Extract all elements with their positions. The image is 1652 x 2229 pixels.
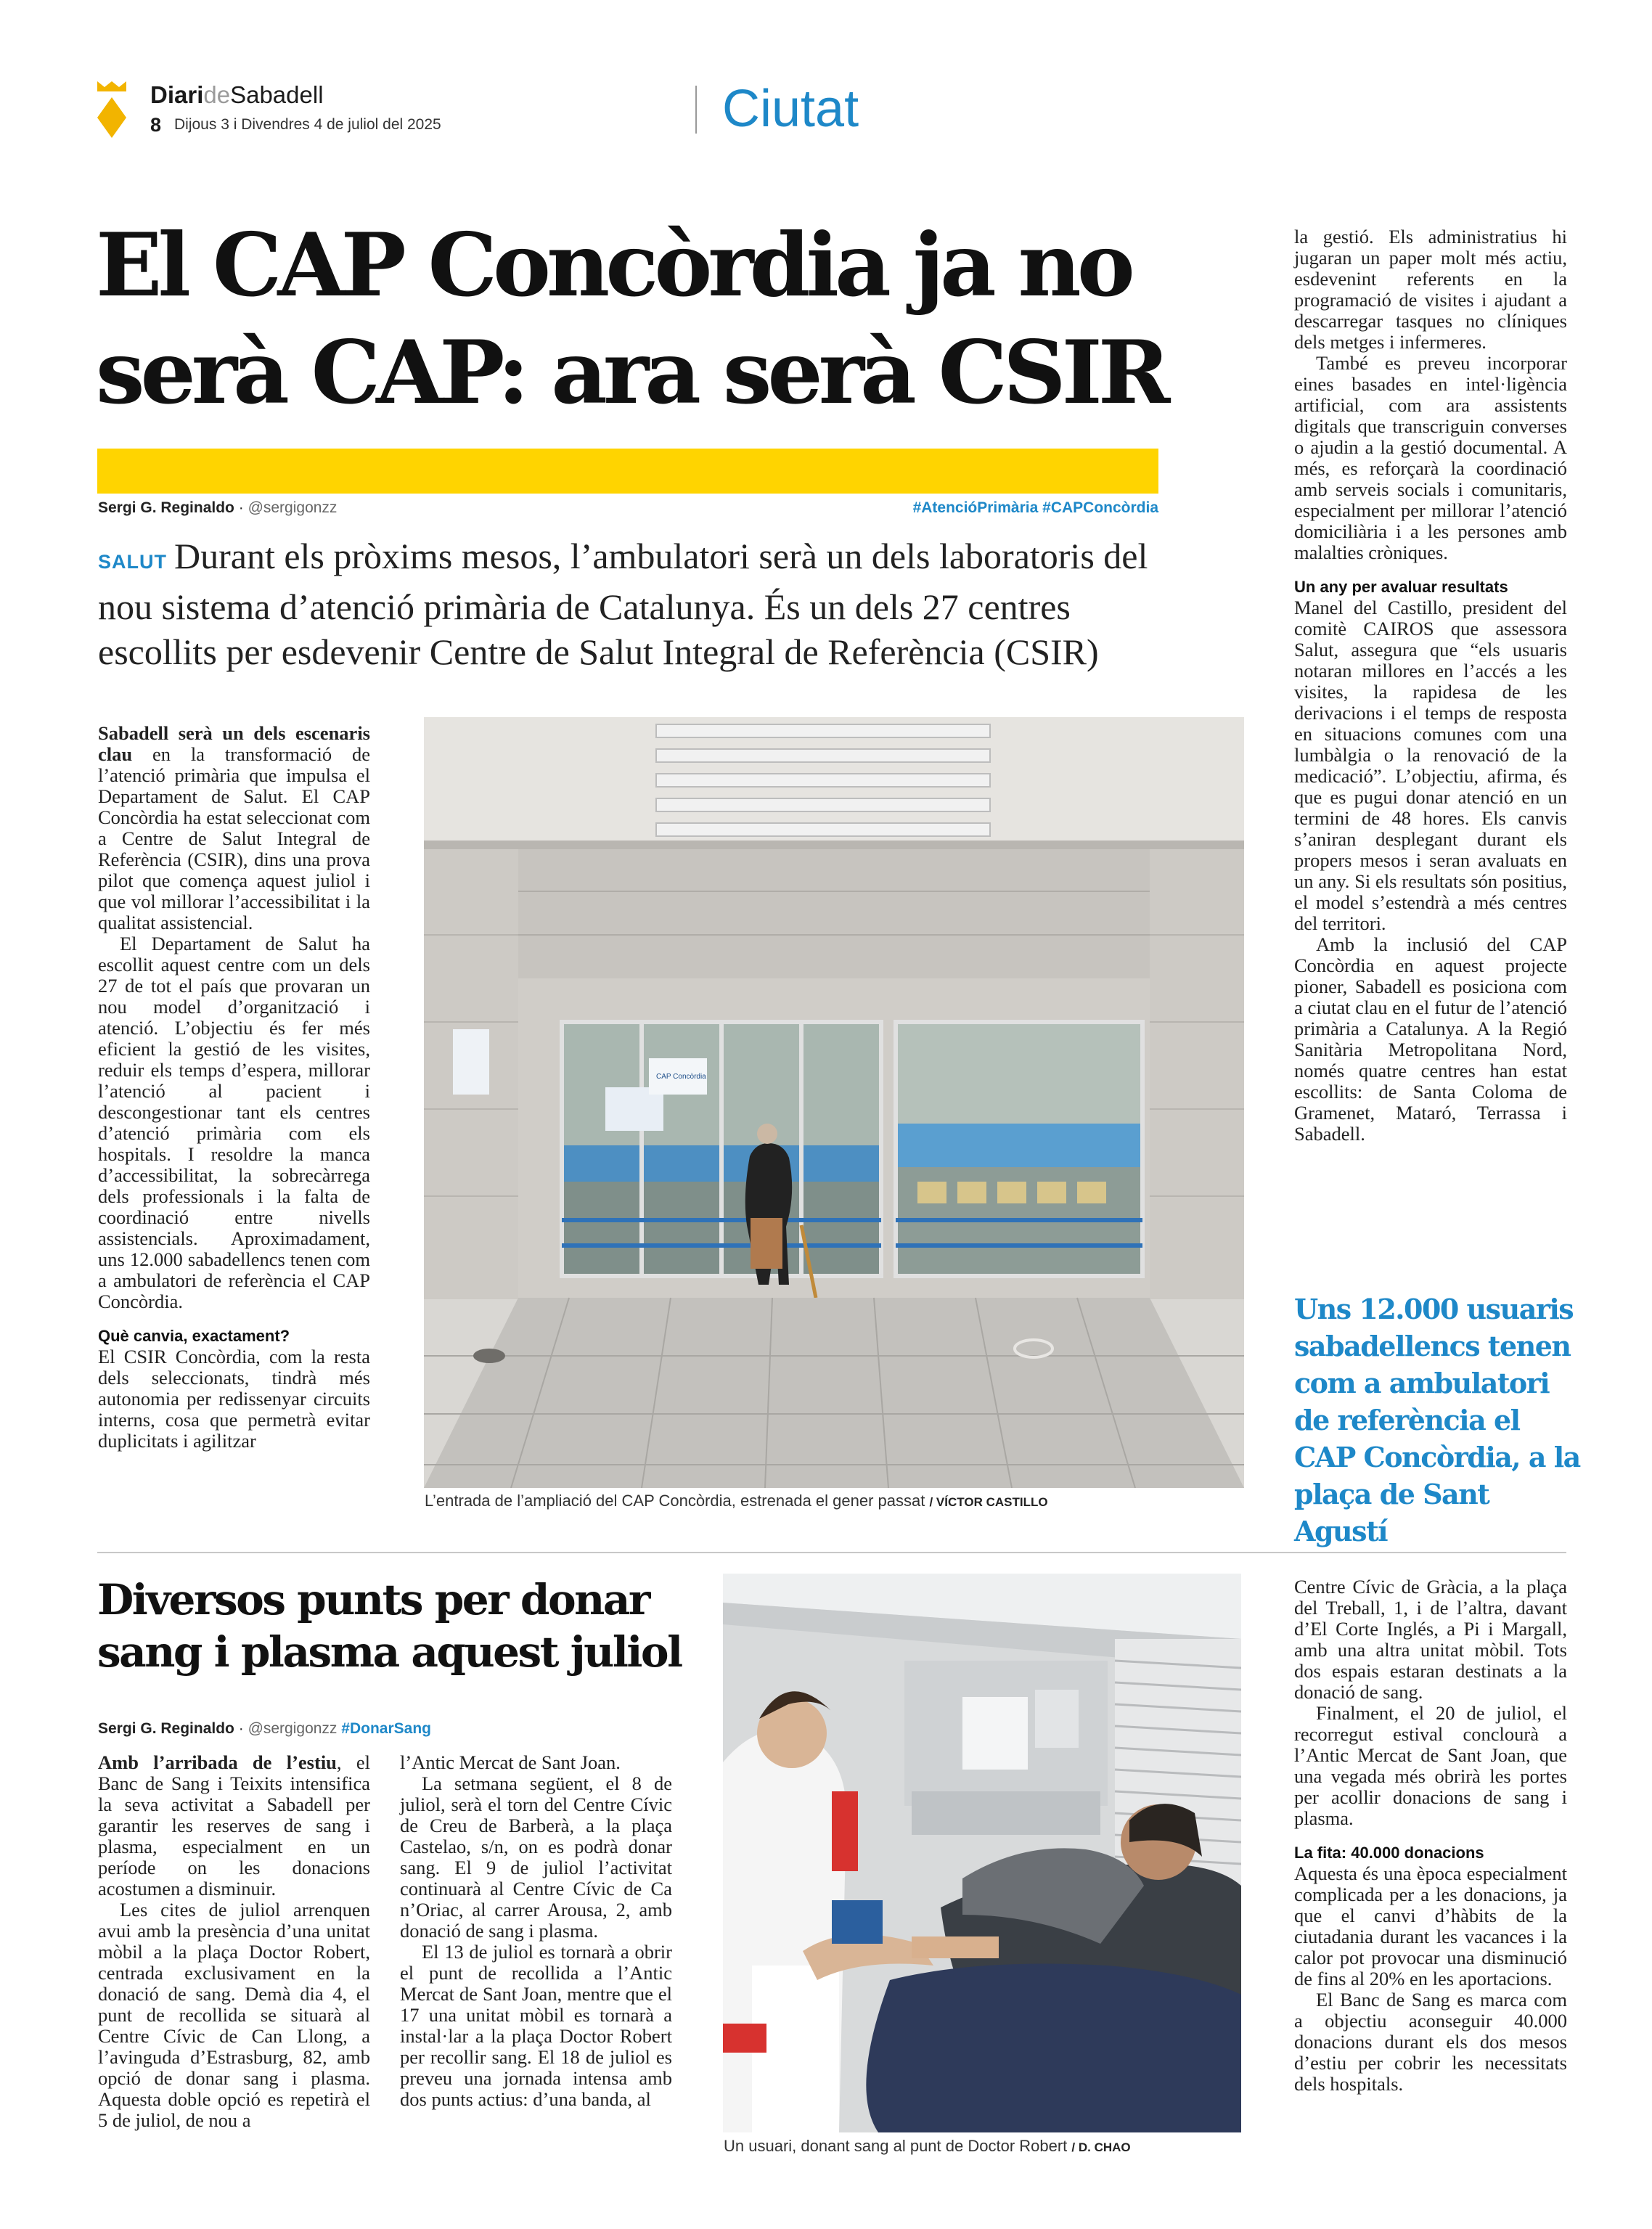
article-byline: Sergi G. Reginaldo · @sergigonzz #DonarSang xyxy=(98,1720,431,1737)
issue-date: Dijous 3 i Divendres 4 de juliol del 2025 xyxy=(174,116,441,133)
article-column-3: la gestió. Els administratius hi jugaran un paper molt més actiu, esdevenint referents en la programació de visites i ajudant a descarregar tasques no clíniques dels metges i infermeres. També es preveu incorporar eines basades en intel·ligència artificial, com ara assistents digitals que transcriguin converses o ajudin a la gestió documental. A més, es reforçarà la coordinació amb serveis socials i comunitaris, especialment per millorar l’atenció domiciliària i a les persones amb malalties cròniques. Un any per avaluar resultats Manel del Castillo, president del comitè CAIROS que assessora Salut, assegura que “els usuaris notaran millores en l’accés a les visites, la rapidesa de les derivacions i el temps de resposta en situacions comunes com una lumbàlgia o la renovació de la medicació”. L’objectiu, afirma, és que es pugui donar atenció en un termini de 48 hores. Els canvis s’aniran desplegant durant els propers mesos i seran avaluats en un any. Si els resultats són positius, el model s’estendrà a més centres del territori. Amb la inclusió del CAP Concòrdia en aquest projecte pioner, Sabadell es posiciona com a ciutat clau en el futur de l’atenció primària a Catalunya. A la Regió Sanitària Metropolitana Nord, només quatre centres han estat escollits: de Santa Coloma de Gramenet, Mataró, Terrassa i Sabadell. xyxy=(1294,226,1567,1145)
photo-credit: / D. CHAO xyxy=(1071,2140,1131,2154)
article-column-3: Centre Cívic de Gràcia, a la plaça del Treball, 1, i de l’altra, davant d’El Corte Inglés, a Pi i Margall, amb una altra unitat mòbil. Tots dos espais estaran destinats a la donació de sang. Finalment, el 20 de juliol, el recorregut estival conclourà a l’Antic Mercat de Sant Joan, que una vegada més obrirà les portes per acollir donacions de sang i plasma. La fita: 40.000 donacions Aquesta és una època especialment complicada per a les donacions, ja que el canvi d’hàbits de la ciutadania durant les vacances i la calor pot provocar una disminució de fins al 20% en les aportacions. El Banc de Sang es marca com a objectiu aconseguir 40.000 donacions durant els dos mesos d’estiu per cobrir les necessitats dels hospitals. xyxy=(1294,1576,1567,2095)
article-subhead: Què canvia, exactament? xyxy=(98,1327,290,1345)
cap-entrance-photo[interactable] xyxy=(424,717,1244,1488)
article-subhead: La fita: 40.000 donacions xyxy=(1294,1844,1484,1862)
svg-text:CAP Concòrdia: CAP Concòrdia xyxy=(656,1073,706,1081)
article-headline: El CAP Concòrdia ja no serà CAP: ara serà CSIR xyxy=(96,214,1166,424)
topic-kicker: SALUT xyxy=(98,551,167,573)
newspaper-name[interactable]: DiarideSabadell xyxy=(150,81,324,108)
page-number: 8 xyxy=(150,114,162,136)
article-lead: SALUT Durant els pròxims mesos, l’ambulatori serà un dels laboratoris del nou sistema d’atenció primària de Catalunya. És un dels 27 centres escollits per esdevenir Centre de Salut Integral de Referència (CSIR) xyxy=(98,536,1148,672)
article-hashtags[interactable]: #AtencióPrimària #CAPConcòrdia xyxy=(912,499,1158,516)
article-subhead: Un any per avaluar resultats xyxy=(1294,578,1508,596)
photo-caption: Un usuari, donant sang al punt de Doctor Robert / D. CHAO xyxy=(724,2137,1131,2155)
author-handle-link[interactable]: @sergigonzz xyxy=(248,499,338,516)
section-title[interactable]: Ciutat xyxy=(722,80,859,138)
photo-caption: L’entrada de l’ampliació del CAP Concòrdia, estrenada el gener passat / VÍCTOR CASTILLO xyxy=(425,1492,1048,1510)
article-column-1: Sabadell serà un dels escenaris clau en la transformació de l’atenció primària que impulsa el Departament de Salut. El CAP Concòrdia ha estat seleccionat com a Centre de Salut Integral de Referència (CSIR), dins una prova pilot que comença aquest juliol i que vol millorar l’accessibilitat i la qualitat assistencial. El Departament de Salut ha escollit aquest centre com un dels 27 de tot el país que provaran un nou model d’organització i atenció. L’objectiu és fer més eficient la gestió de les visites, reduir els temps d’espera, millorar l’atenció al pacient i descongestionar tant els centres d’atenció primària com els hospitals. I resoldre la manca d’accessibilitat, la sobrecàrrega dels professionals i la falta de coordinació entre nivells assistencials. Aproximadament, uns 12.000 sabadellencs tenen com a ambulatori de referència el CAP Concòrdia. Què canvia, exactament? El CSIR Concòrdia, com la resta dels seleccionats, tindrà més autonomia per redissenyar circuits interns, cosa que permetrà evitar duplicitats i agilitzar xyxy=(98,722,370,1452)
article-hashtag[interactable]: #DonarSang xyxy=(341,1720,431,1737)
article-headline: Diversos punts per donar sang i plasma aquest juliol xyxy=(97,1575,682,1677)
section-divider xyxy=(695,86,697,134)
article-column-1: Amb l’arribada de l’estiu, el Banc de Sang i Teixits intensifica la seva activitat a Sabadell per garantir les reserves de sang i plasma, especialment en un període on les donacions acostumen a disminuir. Les cites de juliol arrenquen avui amb la presència d’una unitat mòbil a la plaça Doctor Robert, centrada exclusivament en la donació de sang. Demà dia 4, el punt de recollida se situarà al Centre Cívic de Can Llong, a l’avinguda d’Estrasburg, 82, amb opció de donar sang i plasma. Aquesta doble opció es repetirà el 5 de juliol, de nou a xyxy=(98,1751,370,2131)
headline-highlight-bar xyxy=(97,449,1158,494)
article-byline: Sergi G. Reginaldo · @sergigonzz xyxy=(98,499,338,516)
article-column-2: l’Antic Mercat de Sant Joan. La setmana següent, el 8 de juliol, serà el torn del Centre Cívic de Creu de Barberà, a la plaça Castelao, s/n, on es podrà donar sang. El 9 de juliol l’activitat continuarà al Centre Cívic de Ca n’Oriac, al carrer Arousa, 2, amb donació de sang i plasma. El 13 de juliol es tornarà a obrir el punt de recollida a l’Antic Mercat de Sant Joan, mentre que el 17 una unitat mòbil es tornarà a instal·lar a la plaça Doctor Robert per recollir sang. El 18 de juliol es preveu una jornada intensa amb dos punts actius: d’una banda, al xyxy=(400,1751,672,2110)
pull-quote: Uns 12.000 usuaris sabadellencs tenen com a ambulatori de referència el CAP Concòrdia, a la plaça de Sant Agustí xyxy=(1294,1293,1580,1547)
article-divider xyxy=(97,1552,1566,1553)
blood-donation-photo[interactable] xyxy=(723,1574,1241,2132)
author-handle-link[interactable]: @sergigonzz xyxy=(248,1720,338,1737)
photo-credit: / VÍCTOR CASTILLO xyxy=(929,1495,1048,1509)
newspaper-logo-icon xyxy=(97,81,126,139)
